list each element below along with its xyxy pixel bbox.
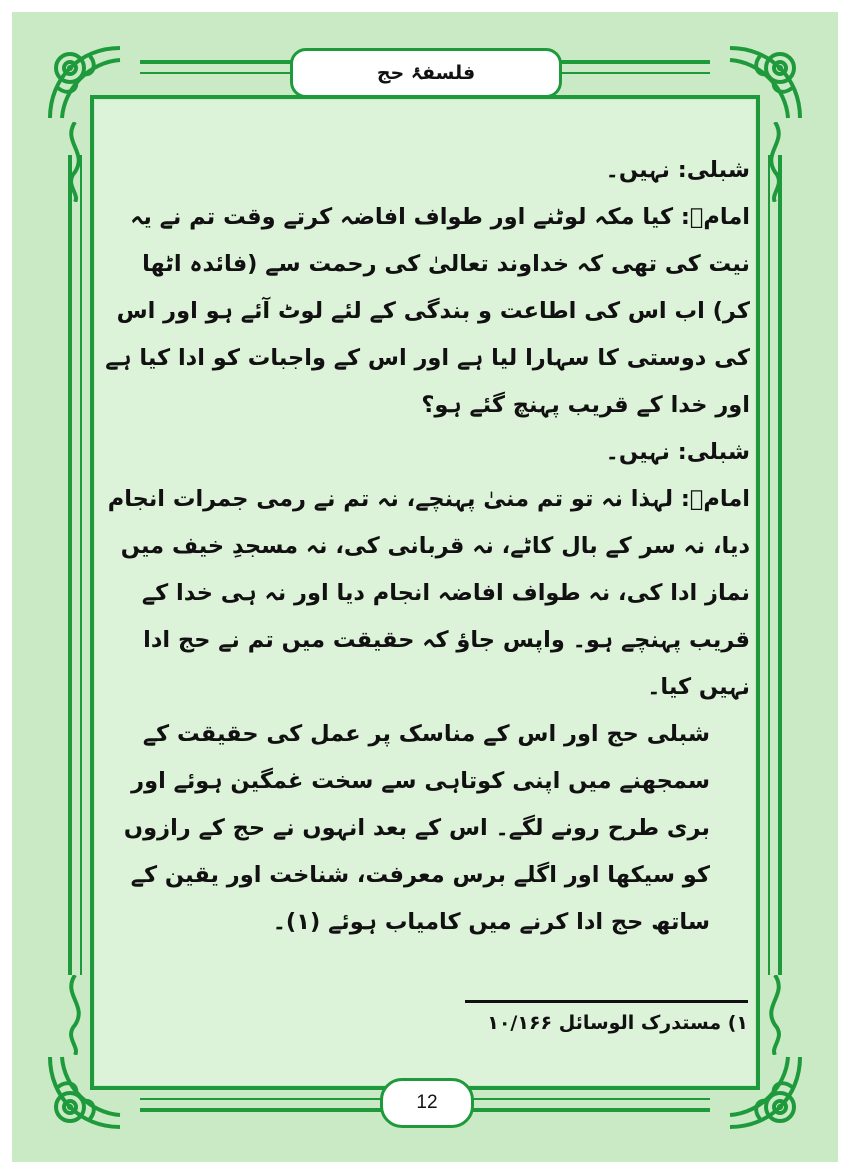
border-line-right-3 <box>756 95 760 1090</box>
floral-corner-icon <box>718 38 810 130</box>
main-text <box>100 147 750 946</box>
paragraph: امامؑ: کیا مکہ لوٹنے اور طواف افاضہ کرتے وقت تم نے یہ نیت کی تھی کہ خداوند تعالیٰ کی رحمت سے (فائدہ اٹھا کر) اب اس کی اطاعت و بندگی کے لئے لوٹ آئے ہو اور اس کی دوستی کا سہارا لیا ہے اور اس کے واجبات کو ادا کیا ہے اور خدا کے قریب پہنچ گئے ہو؟ <box>105 204 750 418</box>
paragraph: شبلی: نہیں۔ <box>605 157 750 183</box>
border-line-right-1 <box>778 155 782 975</box>
footnote: ۱) مستدرک الوسائل ۱۰/۱۶۶ <box>487 1012 748 1034</box>
floral-corner-icon <box>718 1045 810 1137</box>
floral-side-icon <box>60 122 90 202</box>
paragraph: شبلی حج اور اس کے مناسک پر عمل کی حقیقت کے سمجھنے میں اپنی کوتاہی سے سخت غمگین ہوئے اور بری طرح رونے لگے۔ اس کے بعد انہوں نے حج کے رازوں کو سیکھا اور اگلے برس معرفت، شناخت اور یقین کے ساتھ حج ادا کرنے میں کامیاب ہوئے (۱)۔ <box>123 721 710 935</box>
border-line-left-3 <box>90 95 94 1090</box>
border-line-right-2 <box>768 155 770 975</box>
border-line-left-2 <box>80 155 82 975</box>
floral-side-icon <box>760 975 790 1055</box>
page-number-box <box>380 1078 474 1128</box>
floral-corner-icon <box>40 38 132 130</box>
footnote-divider <box>465 1000 748 1003</box>
page-number: 12 <box>416 1092 438 1113</box>
header-title: فلسفۂ حج <box>376 62 476 84</box>
border-line-left-1 <box>68 155 72 975</box>
floral-side-icon <box>760 122 790 202</box>
paragraph: امامؑ: لہذا نہ تو تم منیٰ پہنچے، نہ تم نے رمی جمرات انجام دیا، نہ سر کے بال کاٹے، نہ قربانی کی، نہ مسجدِ خیف میں نماز ادا کی، نہ طواف افاضہ انجام دیا اور نہ ہی خدا کے قریب پہنچے ہو۔ واپس جاؤ کہ حقیقت میں تم نے حج ادا نہیں کیا۔ <box>107 486 750 700</box>
header-title-box <box>290 48 562 98</box>
paragraph: شبلی: نہیں۔ <box>605 439 750 465</box>
floral-side-icon <box>60 975 90 1055</box>
floral-corner-icon <box>40 1045 132 1137</box>
